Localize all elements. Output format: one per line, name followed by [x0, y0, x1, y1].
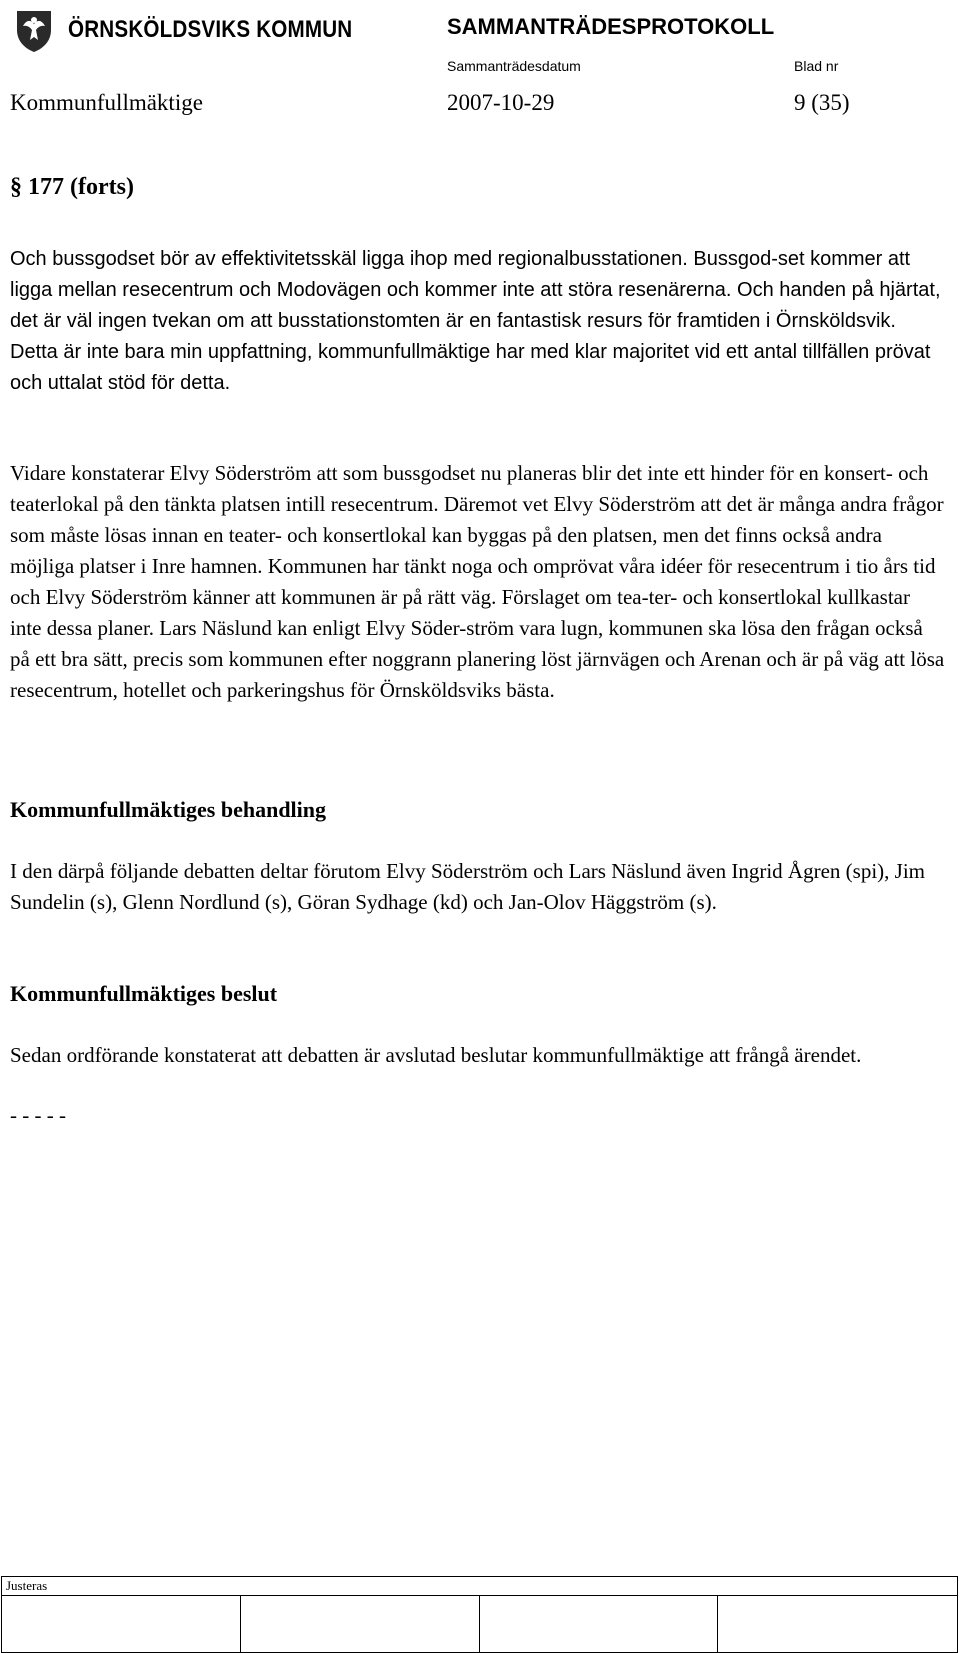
signature-cell — [240, 1596, 479, 1653]
organ-name: Kommunfullmäktige — [10, 90, 203, 115]
municipal-crest-icon — [14, 8, 54, 54]
paragraph-text: Och bussgodset bör av effektivitetsskäl ligga ihop med regionalbusstationen. Bussgod-set kommer att ligga mellan resecentrum och Modovägen och kommer inte att störa resenärerna. Och handen på hjärtat, det är väl ingen tvekan om att busstationstomten är en fantastisk resurs för framtiden i Örnsköldsvik. Detta är inte bara min uppfattning, kommunfullmäktige har med klar majoritet vid ett antal tillfällen prövat och uttalat stöd för detta. — [10, 248, 941, 394]
signature-cell — [718, 1596, 958, 1653]
signature-cell — [479, 1596, 718, 1653]
section-title: § 177 (forts) — [10, 174, 134, 200]
date-label: Sammanträdesdatum — [447, 58, 581, 74]
beslut-text: Sedan ordförande konstaterat att debatten är avslutad beslutar kommunfullmäktige att frångå ärendet. — [10, 1043, 862, 1067]
beslut-heading: Kommunfullmäktiges beslut — [10, 981, 278, 1006]
municipality-logo — [14, 6, 353, 56]
page-label: Blad nr — [794, 58, 839, 74]
behandling-heading: Kommunfullmäktiges behandling — [10, 797, 327, 822]
signature-cell — [2, 1596, 241, 1653]
paragraph-text: Vidare konstaterar Elvy Söderström att som bussgodset nu planeras blir det inte ett hinder för en konsert- och teaterlokal på den tänkta platsen intill resecentrum. Däremot vet Elvy Söderström att det är många andra frågor som måste lösas innan en teater- och konsertlokal kan byggas på den platsen, men det finns också andra möjliga platser i Inre hamnen. Kommunen har tänkt noga och omprövat våra idéer för resecentrum i tio års tid och Elvy Söderström känner att kommunen är på rätt väg. Förslaget om tea-ter- och konsertlokal kullkastar inte dessa planer. Lars Näslund kan enligt Elvy Söder-ström vara lugn, kommunen ska lösa den frågan också på ett bra sätt, precis som kommunen efter noggrann planering löst järnvägen och Arenan och är på väg att lösa resecentrum, hotellet och parkeringshus för Örnsköldsviks bästa. — [10, 461, 945, 702]
municipality-name: ÖRNSKÖLDSVIKS KOMMUN — [68, 16, 353, 43]
justeras-label: Justeras — [2, 1577, 958, 1596]
document-type: SAMMANTRÄDESPROTOKOLL — [447, 14, 775, 39]
signature-table — [1, 1576, 958, 1653]
behandling-text: I den därpå följande debatten deltar förutom Elvy Söderström och Lars Näslund även Ingrid Ågren (spi), Jim Sundelin (s), Glenn Nordlund (s), Göran Sydhage (kd) och Jan-Olov Häggström (s). — [10, 859, 925, 914]
paragraph — [10, 458, 945, 706]
meeting-date: 2007-10-29 — [447, 90, 555, 115]
end-marker: - - - - - — [10, 1103, 66, 1127]
paragraph — [10, 244, 945, 399]
page-number: 9 (35) — [794, 90, 850, 115]
